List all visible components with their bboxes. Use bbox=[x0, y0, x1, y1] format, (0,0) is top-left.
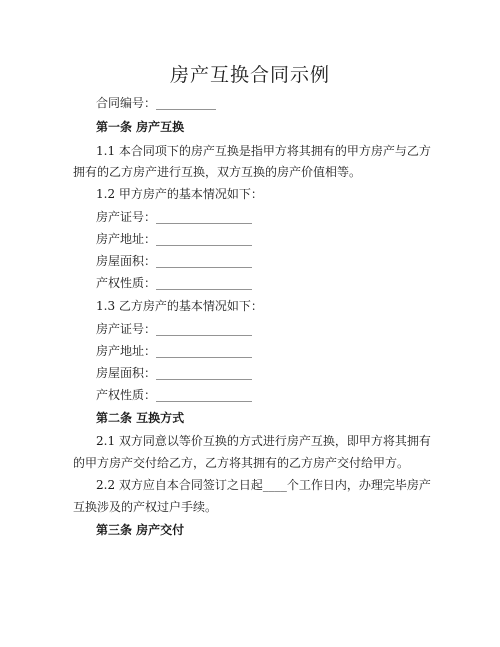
clause-2-2-line-1: 2.2 双方应自本合同签订之日起____个工作日内，办理完毕房产 bbox=[96, 478, 431, 492]
clause-2-1-line-2: 的甲方房产交付给乙方，乙方将其拥有的乙方房产交付给甲方。 bbox=[73, 456, 410, 470]
party-b-address-field: 房产地址：________________ bbox=[96, 344, 253, 358]
clause-1-2: 1.2 甲方房产的基本情况如下： bbox=[96, 187, 263, 201]
contract-number-field: 合同编号：__________ bbox=[96, 96, 217, 110]
party-a-area-field: 房屋面积：________________ bbox=[96, 254, 253, 268]
clause-1-1-line-2: 拥有的乙方房产进行互换，双方互换的房产价值相等。 bbox=[73, 165, 362, 179]
article-3-heading: 第三条 房产交付 bbox=[96, 523, 185, 537]
party-a-address-field: 房产地址：________________ bbox=[96, 232, 253, 246]
party-b-area-field: 房屋面积：________________ bbox=[96, 366, 253, 380]
party-b-cert-no-field: 房产证号：________________ bbox=[96, 322, 253, 336]
party-b-property-nature-field: 产权性质：________________ bbox=[96, 388, 253, 402]
party-a-cert-no-field: 房产证号：________________ bbox=[96, 210, 253, 224]
clause-2-2-line-2: 互换涉及的产权过户手续。 bbox=[73, 500, 218, 514]
article-1-heading: 第一条 房产互换 bbox=[96, 120, 185, 134]
clause-1-1-line-1: 1.1 本合同项下的房产互换是指甲方将其拥有的甲方房产与乙方 bbox=[96, 144, 431, 158]
party-a-property-nature-field: 产权性质：________________ bbox=[96, 276, 253, 290]
clause-1-3: 1.3 乙方房产的基本情况如下： bbox=[96, 299, 263, 313]
document-title: 房产互换合同示例 bbox=[169, 64, 330, 86]
clause-2-1-line-1: 2.1 双方同意以等价互换的方式进行房产互换，即甲方将其拥有 bbox=[96, 434, 431, 448]
article-2-heading: 第二条 互换方式 bbox=[96, 411, 185, 425]
